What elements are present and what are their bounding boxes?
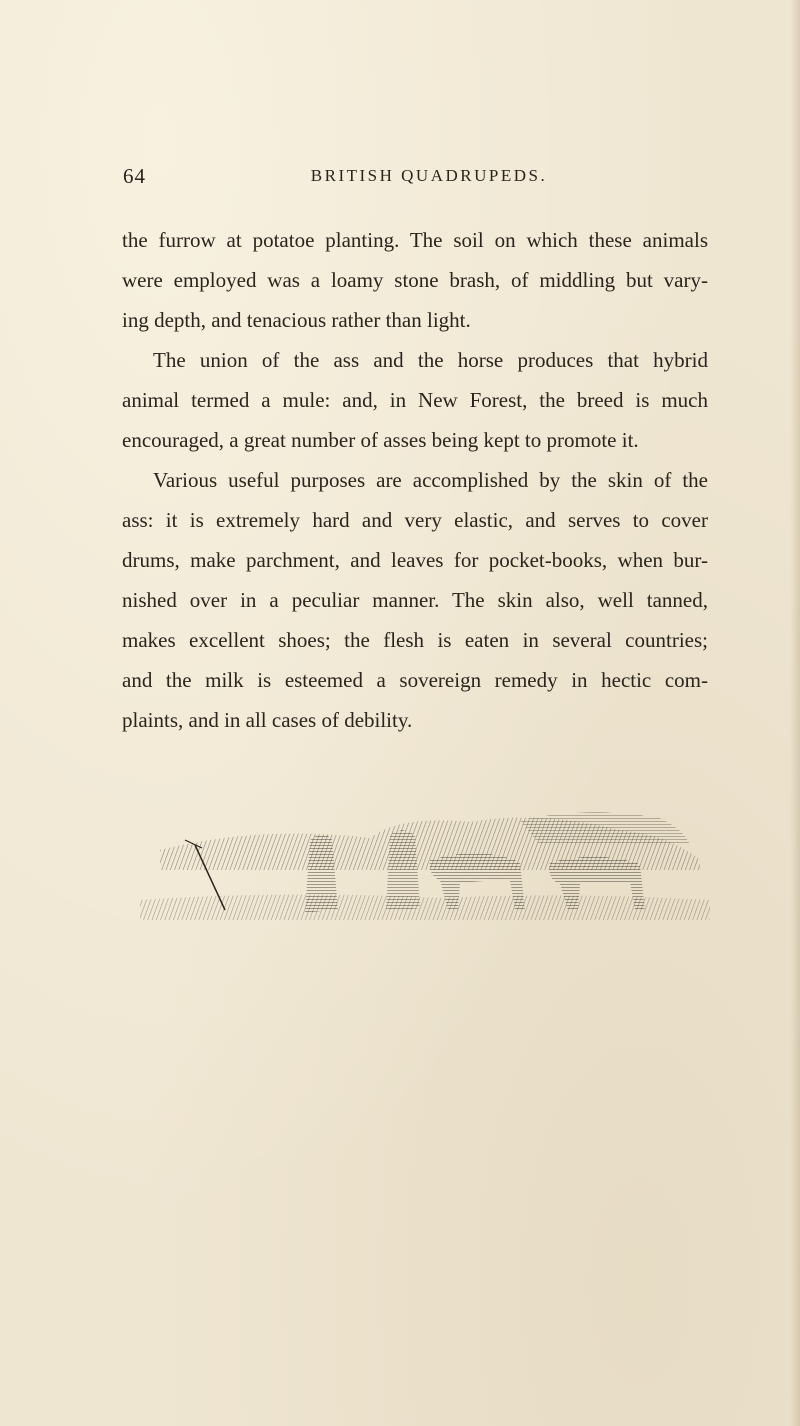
text-line: ass: it is extremely hard and very elastic, and serves to cover bbox=[122, 508, 708, 532]
body-text bbox=[122, 220, 708, 740]
text-line: makes excellent shoes; the flesh is eaten in several countries; bbox=[122, 628, 708, 652]
text-line: The union of the ass and the horse produces that hybrid bbox=[153, 348, 708, 372]
running-title: BRITISH QUADRUPEDS. bbox=[310, 166, 548, 185]
text-line: ing depth, and tenacious rather than light. bbox=[122, 308, 471, 332]
text-line: and the milk is esteemed a sovereign remedy in hectic com- bbox=[122, 668, 708, 692]
running-head bbox=[123, 164, 703, 194]
text-line: nished over in a peculiar manner. The skin also, well tanned, bbox=[122, 588, 708, 612]
text-line: plaints, and in all cases of debility. bbox=[122, 708, 413, 732]
page-gutter-shadow bbox=[790, 0, 800, 1426]
engraving-vignette-icon bbox=[140, 800, 710, 920]
page-number: 64 bbox=[123, 164, 146, 188]
text-line: Various useful purposes are accomplished by the skin of the bbox=[153, 468, 708, 492]
text-line: the furrow at potatoe planting. The soil on which these animals bbox=[122, 228, 708, 252]
text-line: drums, make parchment, and leaves for pocket-books, when bur- bbox=[122, 548, 708, 572]
text-line: animal termed a mule: and, in New Forest, the breed is much bbox=[122, 388, 708, 412]
text-line: encouraged, a great number of asses being kept to promote it. bbox=[122, 428, 639, 452]
text-line: were employed was a loamy stone brash, of middling but vary- bbox=[122, 268, 708, 292]
